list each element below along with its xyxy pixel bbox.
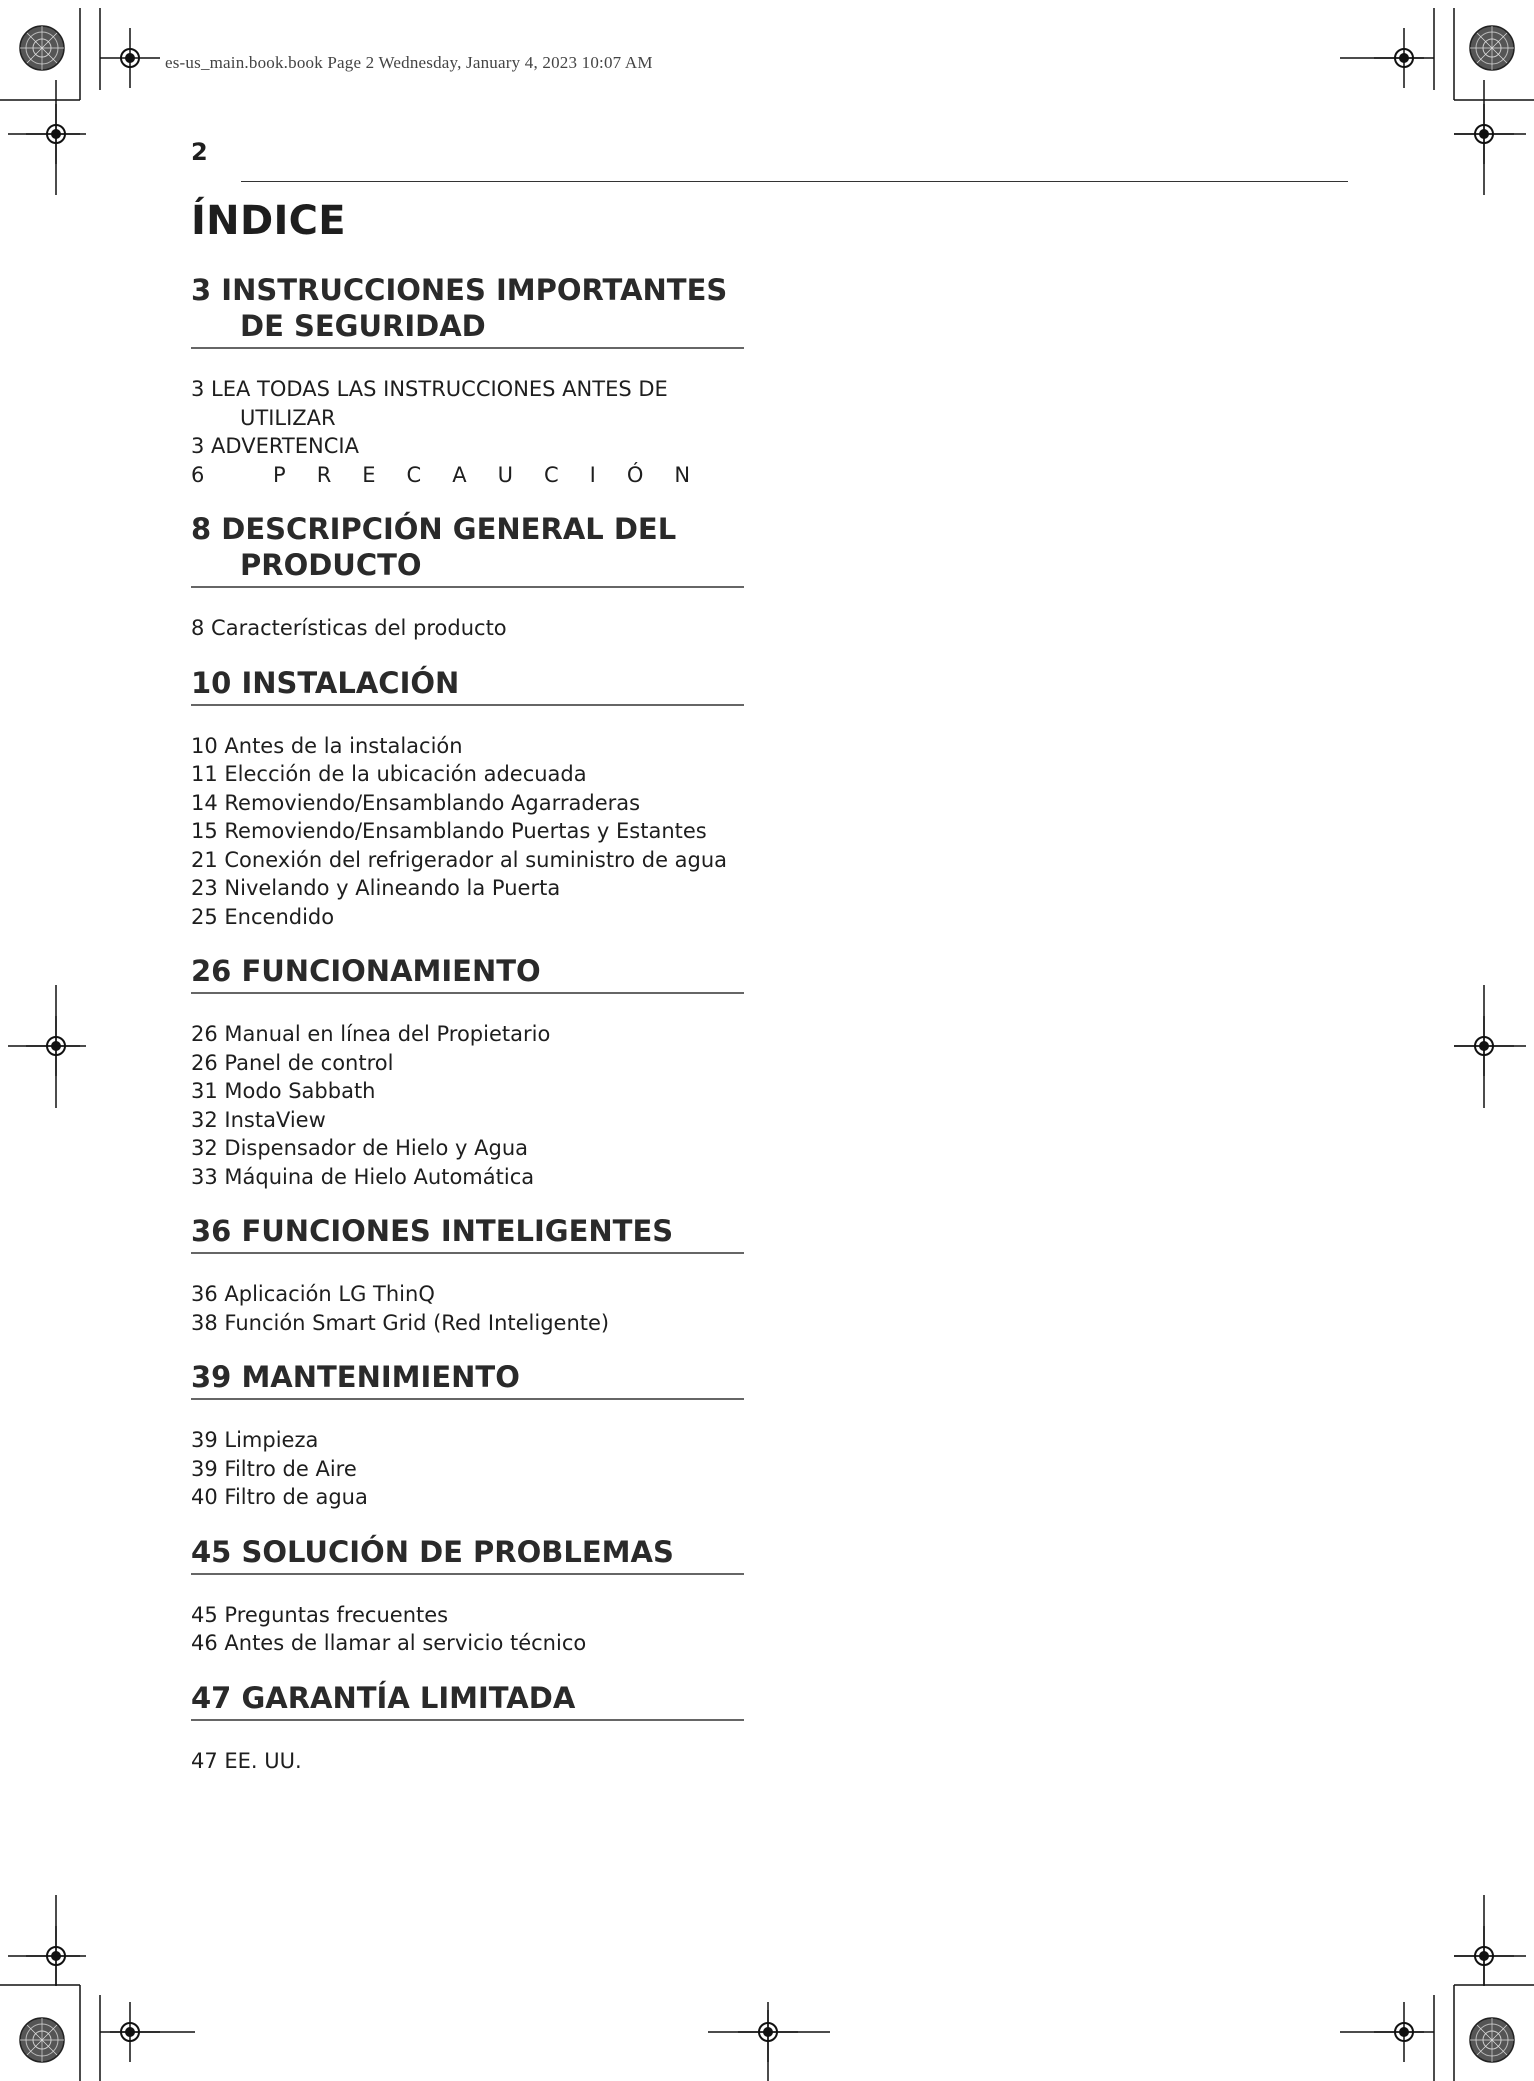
toc-section-heading [191,511,744,588]
toc-entry[interactable]: 47 EE. UU. [191,1748,302,1773]
toc-entry[interactable]: 3 ADVERTENCIA [191,434,359,458]
toc-section [191,511,744,643]
toc-heading-line: 3 INSTRUCCIONES IMPORTANTES [191,273,728,307]
toc-section [191,1359,744,1512]
table-of-contents [191,272,744,1775]
toc-section-heading: 39 MANTENIMIENTO [191,1359,744,1400]
toc-entry[interactable]: 32 Dispensador de Hielo y Agua [191,1136,529,1160]
toc-entry[interactable]: 46 Antes de llamar al servicio técnico [191,1631,587,1655]
toc-entry[interactable]: 33 Máquina de Hielo Automática [191,1164,535,1189]
toc-entry[interactable]: 15 Removiendo/Ensamblando Puertas y Estantes [191,819,707,843]
toc-section [191,1534,744,1658]
toc-entry[interactable]: 39 Limpieza [191,1428,319,1452]
print-header: es-us_main.book.book Page 2 Wednesday, January 4, 2023 10:07 AM [165,53,653,72]
page-title: ÍNDICE [191,198,346,244]
toc-entry[interactable]: 23 Nivelando y Alineando la Puerta [191,876,561,900]
toc-entry[interactable]: 11 Elección de la ubicación adecuada [191,762,587,786]
toc-entry[interactable]: 8 Características del producto [191,616,507,640]
toc-entry[interactable]: 14 Removiendo/Ensamblando Agarraderas [191,790,641,815]
toc-entry[interactable]: 6 PRECAUCIÓN [191,462,722,487]
toc-entry[interactable]: 40 Filtro de agua [191,1485,368,1509]
toc-heading-line: 8 DESCRIPCIÓN GENERAL DEL [191,512,677,546]
toc-entry[interactable]: 45 Preguntas frecuentes [191,1602,449,1627]
toc-entry[interactable]: 26 Manual en línea del Propietario [191,1022,551,1046]
toc-section [191,665,744,932]
toc-section-heading: 45 SOLUCIÓN DE PROBLEMAS [191,1534,744,1575]
page-number: 2 [191,138,208,166]
toc-entry[interactable]: 25 Encendido [191,904,335,929]
toc-entry[interactable]: 26 Panel de control [191,1050,394,1075]
toc-section-heading: 10 INSTALACIÓN [191,665,744,706]
toc-section-heading: 36 FUNCIONES INTELIGENTES [191,1213,744,1254]
toc-entry[interactable]: 21 Conexión del refrigerador al suministro de agua [191,847,728,872]
toc-heading-line: DE SEGURIDAD [240,309,486,343]
toc-entry[interactable]: 39 Filtro de Aire [191,1456,357,1481]
toc-section [191,953,744,1191]
header-rule [241,181,1348,182]
toc-entry[interactable]: 38 Función Smart Grid (Red Inteligente) [191,1310,610,1335]
toc-entry[interactable]: 10 Antes de la instalación [191,733,463,758]
toc-entry[interactable]: 36 Aplicación LG ThinQ [191,1282,435,1306]
toc-section [191,1213,744,1337]
toc-section-heading: 26 FUNCIONAMIENTO [191,953,744,994]
toc-entry[interactable]: 32 InstaView [191,1107,326,1132]
toc-section [191,272,744,489]
toc-entry[interactable]: 31 Modo Sabbath [191,1079,376,1103]
toc-section-heading: 47 GARANTÍA LIMITADA [191,1680,744,1721]
toc-section-heading [191,272,744,349]
toc-heading-line: PRODUCTO [240,548,422,582]
toc-entry[interactable]: 3 LEA TODAS LAS INSTRUCCIONES ANTES DE UTILIZAR [191,377,668,430]
toc-section [191,1680,744,1776]
